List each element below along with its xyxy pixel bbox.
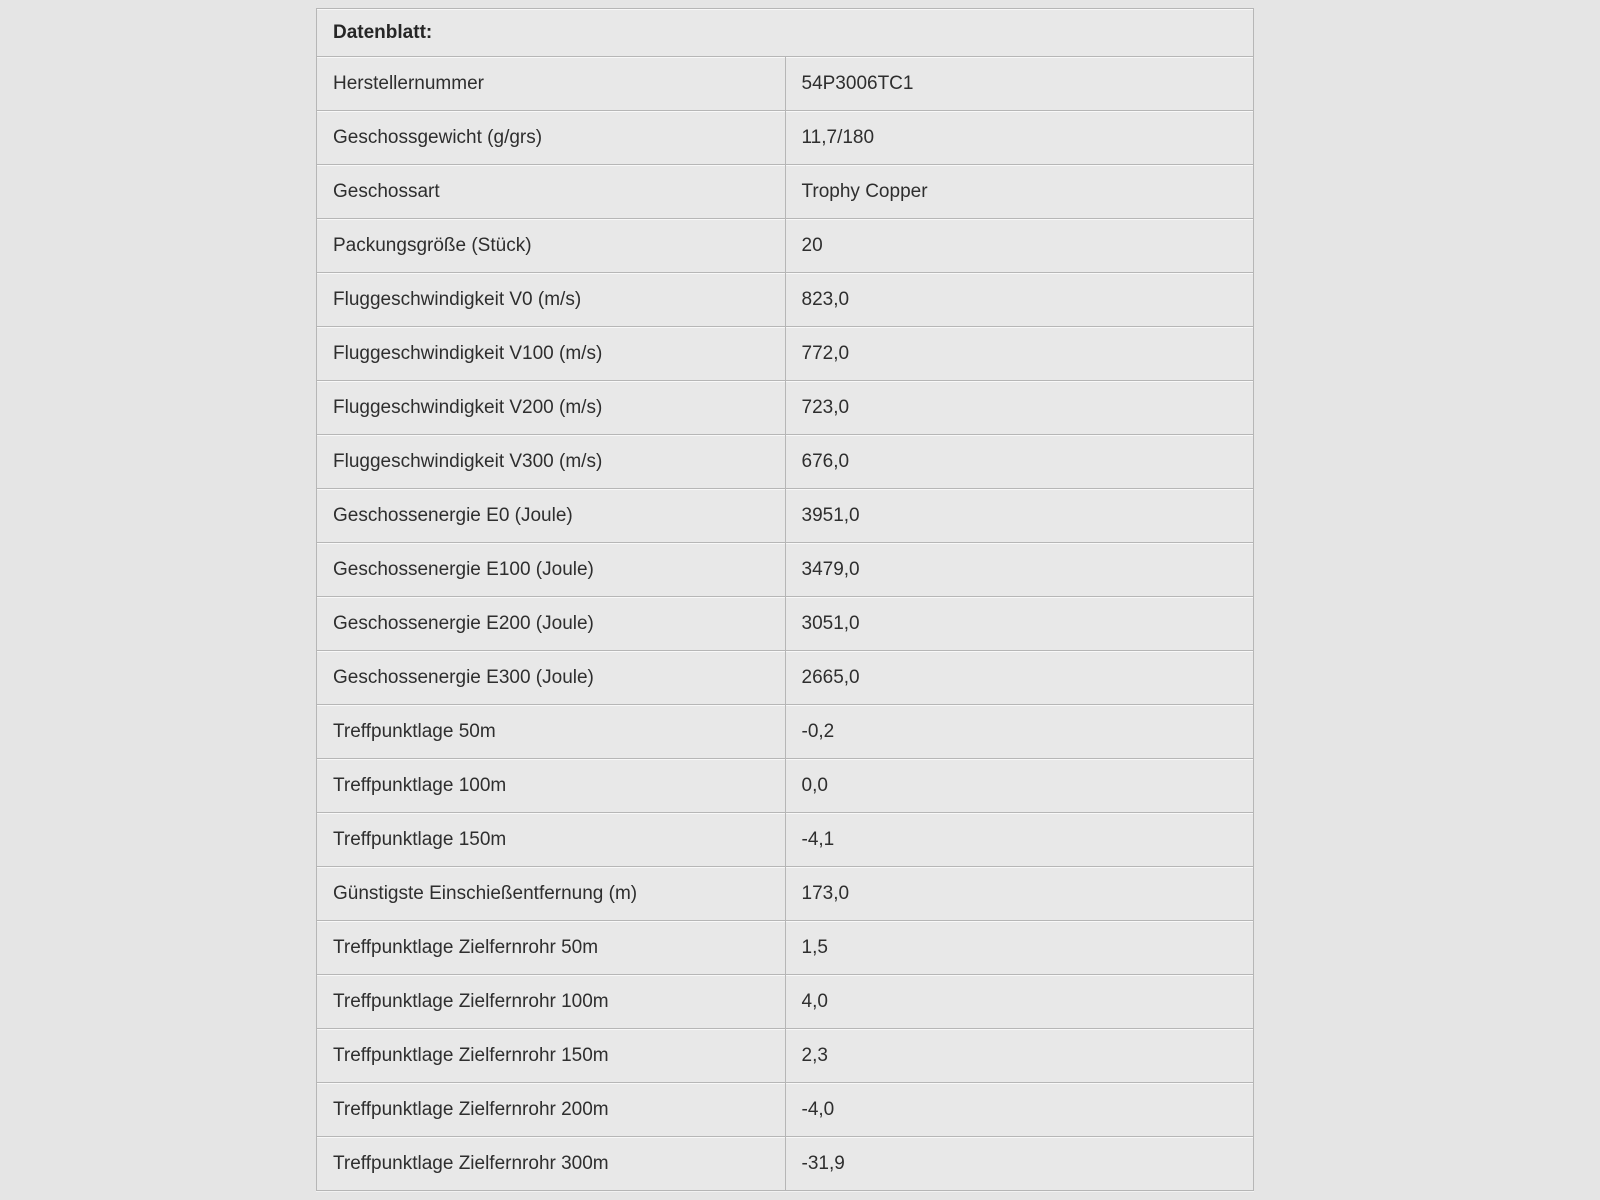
table-row [317, 219, 1254, 273]
table-row [317, 435, 1254, 489]
table-row [317, 705, 1254, 759]
row-value: 11,7/180 [785, 111, 1254, 165]
row-value: 0,0 [785, 759, 1254, 813]
row-value: 54P3006TC1 [785, 57, 1254, 111]
row-value: 723,0 [785, 381, 1254, 435]
row-value: -4,0 [785, 1083, 1254, 1137]
row-label: Treffpunktlage Zielfernrohr 50m [317, 921, 786, 975]
row-value: 20 [785, 219, 1254, 273]
row-label: Packungsgröße (Stück) [317, 219, 786, 273]
table-row [317, 57, 1254, 111]
row-value: 676,0 [785, 435, 1254, 489]
row-label: Treffpunktlage Zielfernrohr 150m [317, 1029, 786, 1083]
row-value: 823,0 [785, 273, 1254, 327]
table-row [317, 759, 1254, 813]
datasheet-title: Datenblatt: [317, 9, 1254, 57]
table-row [317, 1083, 1254, 1137]
row-value: 2665,0 [785, 651, 1254, 705]
row-label: Geschossenergie E300 (Joule) [317, 651, 786, 705]
table-row [317, 921, 1254, 975]
row-label: Fluggeschwindigkeit V200 (m/s) [317, 381, 786, 435]
row-value: -31,9 [785, 1137, 1254, 1191]
row-label: Geschossenergie E0 (Joule) [317, 489, 786, 543]
row-label: Treffpunktlage Zielfernrohr 200m [317, 1083, 786, 1137]
row-value: 3951,0 [785, 489, 1254, 543]
row-label: Fluggeschwindigkeit V100 (m/s) [317, 327, 786, 381]
row-label: Geschossenergie E100 (Joule) [317, 543, 786, 597]
datasheet-container [316, 8, 1254, 1191]
table-row [317, 813, 1254, 867]
row-value: Trophy Copper [785, 165, 1254, 219]
row-label: Treffpunktlage 50m [317, 705, 786, 759]
row-label: Treffpunktlage Zielfernrohr 300m [317, 1137, 786, 1191]
row-label: Treffpunktlage Zielfernrohr 100m [317, 975, 786, 1029]
table-row [317, 381, 1254, 435]
datasheet-header-row [317, 9, 1254, 57]
row-label: Geschossart [317, 165, 786, 219]
table-row [317, 867, 1254, 921]
row-value: -0,2 [785, 705, 1254, 759]
row-value: 3051,0 [785, 597, 1254, 651]
table-row [317, 651, 1254, 705]
row-label: Treffpunktlage 100m [317, 759, 786, 813]
table-row [317, 597, 1254, 651]
row-value: 2,3 [785, 1029, 1254, 1083]
table-row [317, 1137, 1254, 1191]
row-label: Herstellernummer [317, 57, 786, 111]
row-label: Geschossenergie E200 (Joule) [317, 597, 786, 651]
row-label: Geschossgewicht (g/grs) [317, 111, 786, 165]
table-row [317, 1029, 1254, 1083]
table-row [317, 165, 1254, 219]
table-row [317, 273, 1254, 327]
row-label: Günstigste Einschießentfernung (m) [317, 867, 786, 921]
row-value: -4,1 [785, 813, 1254, 867]
table-row [317, 543, 1254, 597]
row-value: 772,0 [785, 327, 1254, 381]
row-label: Treffpunktlage 150m [317, 813, 786, 867]
row-value: 1,5 [785, 921, 1254, 975]
table-row [317, 111, 1254, 165]
row-label: Fluggeschwindigkeit V0 (m/s) [317, 273, 786, 327]
datasheet-table [316, 8, 1254, 1191]
row-value: 173,0 [785, 867, 1254, 921]
table-row [317, 975, 1254, 1029]
table-row [317, 489, 1254, 543]
row-value: 3479,0 [785, 543, 1254, 597]
row-label: Fluggeschwindigkeit V300 (m/s) [317, 435, 786, 489]
table-row [317, 327, 1254, 381]
row-value: 4,0 [785, 975, 1254, 1029]
